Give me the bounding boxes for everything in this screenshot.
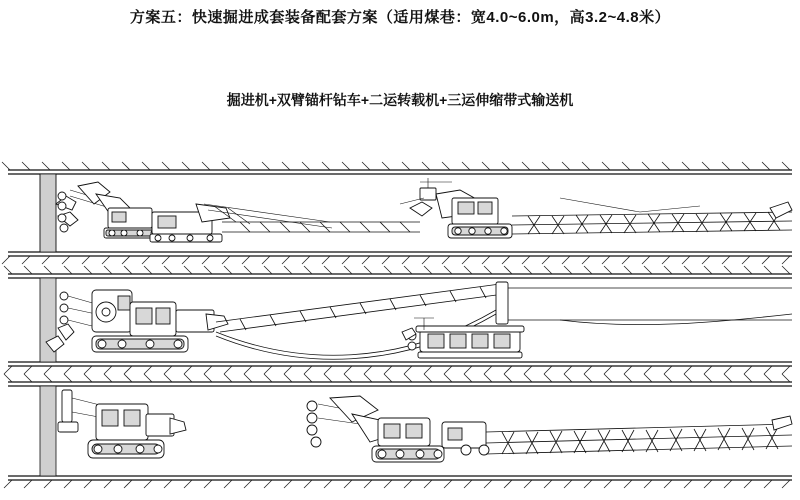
roof-hatch-bottom xyxy=(4,374,790,382)
floor-hatch-top xyxy=(2,256,790,264)
floor-hatch-bottom xyxy=(4,480,790,488)
page-subtitle: 掘进机+双臂锚杆钻车+二运转载机+三运伸缩带式输送机 xyxy=(226,92,574,108)
view-top-group xyxy=(2,162,792,264)
loader-transfer-machine-bottom xyxy=(307,396,489,462)
roof-hatch-middle xyxy=(4,266,790,274)
floor-hatch-middle xyxy=(4,366,790,374)
view-middle-group xyxy=(4,266,792,374)
bolter-drill-rig-top xyxy=(56,182,160,238)
roadheader-bottom xyxy=(58,390,186,458)
coal-face-top xyxy=(40,174,56,252)
coal-face-bottom xyxy=(40,386,56,476)
extensible-belt-conveyor-bottom xyxy=(486,416,792,454)
view-bottom-group xyxy=(4,374,792,488)
roof-hatch-top xyxy=(2,162,790,170)
equipment-layout-diagram xyxy=(0,160,800,490)
extensible-belt-conveyor-top xyxy=(512,198,792,234)
conveyor-boom-top xyxy=(222,222,420,232)
bolter-drill-rig-middle xyxy=(46,290,228,352)
page-title: 方案五：快速掘进成套装备配套方案（适用煤巷：宽4.0~6.0m，高3.2~4.8米） xyxy=(129,9,671,26)
loader-transfer-machine-top xyxy=(400,178,512,238)
